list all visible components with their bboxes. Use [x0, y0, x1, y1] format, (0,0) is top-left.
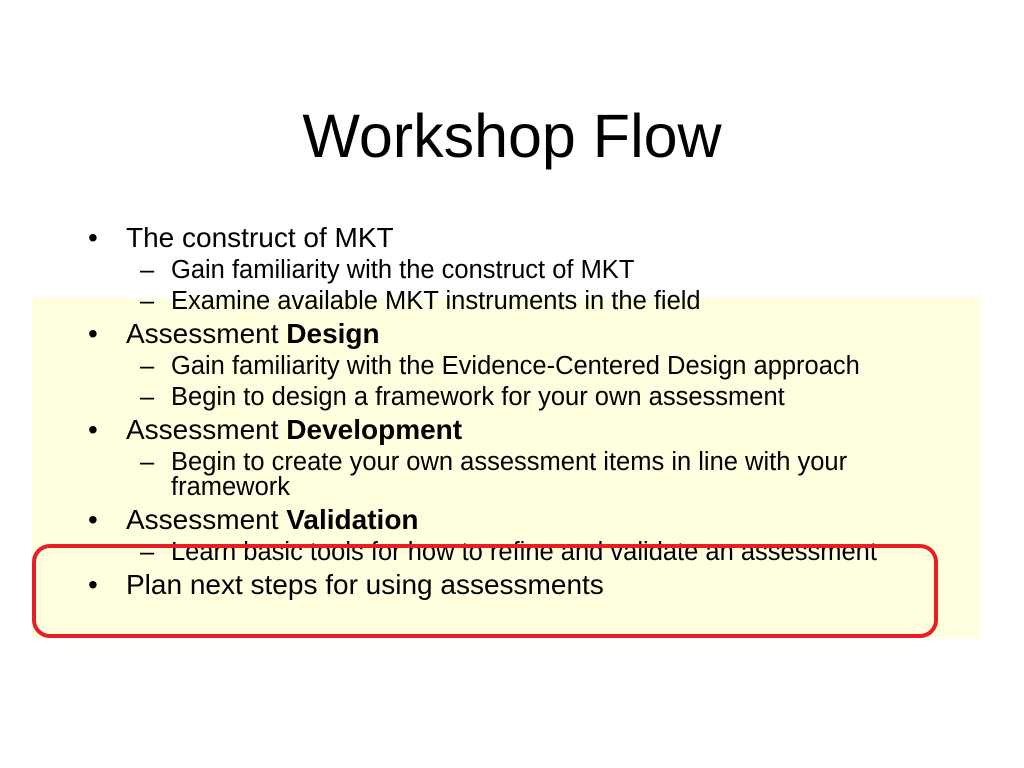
bullet-item — [0, 320, 920, 410]
bullet-text: Assessment — [126, 318, 279, 349]
bullet-text-line — [0, 224, 920, 252]
sub-bullet-item: – Begin to design a framework for your own assessment — [0, 385, 920, 410]
highlight-box — [32, 544, 938, 638]
sub-bullet-item: – Examine available MKT instruments in the field — [0, 289, 920, 314]
bullet-item — [0, 224, 920, 314]
slide-title: Workshop Flow — [302, 102, 722, 170]
sub-bullet-item: – Learn basic tools for how to refine and validate an assessment — [0, 540, 920, 565]
bullet-item — [0, 416, 920, 500]
bullet-text-line — [0, 416, 920, 444]
bullet-text-line — [0, 320, 920, 348]
sub-bullet-list — [0, 258, 920, 314]
sub-bullet-item: – Gain familiarity with the Evidence-Centered Design approach — [0, 354, 920, 379]
bullet-list — [0, 224, 920, 599]
bullet-emphasis: Design — [286, 318, 380, 349]
bullet-emphasis: Validation — [286, 504, 419, 535]
bullet-text-line — [0, 506, 920, 534]
sub-bullet-item: – Begin to create your own assessment items in line with your framework — [0, 450, 920, 500]
sub-bullet-item: – Gain familiarity with the construct of MKT — [0, 258, 920, 283]
bullet-emphasis: Development — [286, 414, 463, 445]
bullet-text: Assessment — [126, 414, 279, 445]
sub-bullet-list — [0, 354, 920, 410]
bullet-text: Assessment — [126, 504, 279, 535]
bullet-text: The construct of MKT — [126, 222, 394, 253]
bullet-text: Plan next steps for using assessments — [126, 569, 604, 600]
sub-bullet-list — [0, 450, 920, 500]
